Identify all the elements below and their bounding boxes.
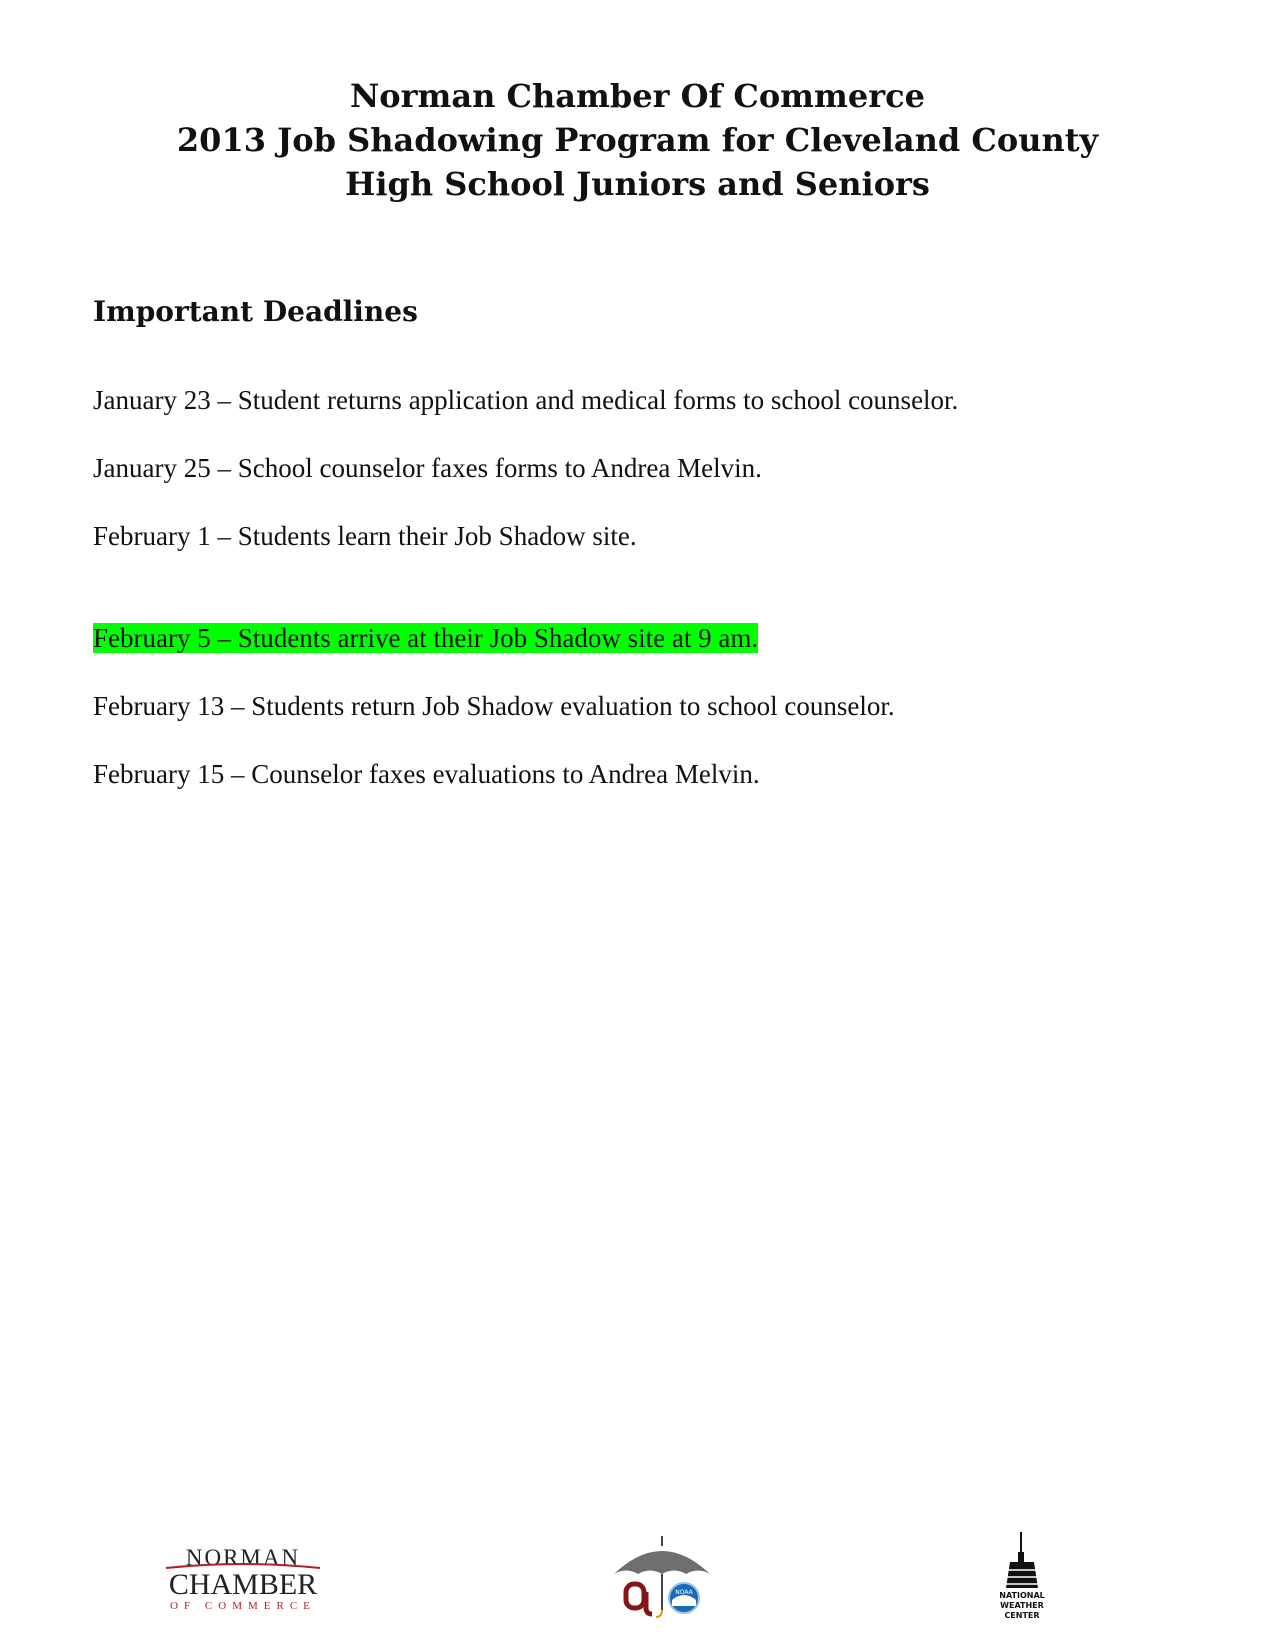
deadline-text: February 5 – Students arrive at their Job Shadow site at 9 am.	[93, 623, 759, 653]
logo-noaa-text: NOAA	[675, 1589, 693, 1596]
deadline-text: February 15 – Counselor faxes evaluations to Andrea Melvin.	[93, 759, 760, 789]
document-title-block	[0, 74, 1275, 206]
logo-norman-text: NORMAN	[185, 1545, 301, 1570]
deadline-item	[93, 451, 762, 485]
deadline-text: January 25 – School counselor faxes forms to Andrea Melvin.	[93, 453, 762, 483]
ou-noaa-umbrella-logo	[612, 1536, 712, 1620]
deadline-item	[93, 383, 958, 417]
national-weather-center-logo	[1000, 1532, 1048, 1624]
deadline-text: February 1 – Students learn their Job Shadow site.	[93, 521, 637, 551]
national-weather-center-logo-graphic	[1000, 1532, 1048, 1624]
deadline-text: February 13 – Students return Job Shadow evaluation to school counselor.	[93, 691, 895, 721]
norman-chamber-logo	[158, 1545, 328, 1613]
deadline-text: January 23 – Student returns application and medical forms to school counselor.	[93, 385, 959, 415]
title-line-1: Norman Chamber Of Commerce	[350, 77, 925, 115]
logo-center-text: CENTER	[1004, 1611, 1040, 1620]
logo-chamber-text: CHAMBER	[168, 1568, 318, 1601]
title-line-2: 2013 Job Shadowing Program for Cleveland County	[176, 121, 1099, 159]
norman-chamber-logo-graphic	[158, 1545, 328, 1613]
title-line-3: High School Juniors and Seniors	[345, 165, 930, 203]
deadline-item	[93, 689, 895, 723]
logo-weather-text: WEATHER	[1000, 1601, 1044, 1610]
logo-national-text: NATIONAL	[1000, 1591, 1045, 1600]
umbrella-ou-noaa-logo-graphic	[612, 1536, 712, 1620]
deadline-item	[93, 757, 760, 791]
deadline-item-highlighted	[93, 621, 758, 655]
deadline-item	[93, 519, 637, 553]
logo-commerce-text: OF COMMERCE	[170, 1600, 316, 1612]
section-heading: Important Deadlines	[93, 295, 418, 328]
